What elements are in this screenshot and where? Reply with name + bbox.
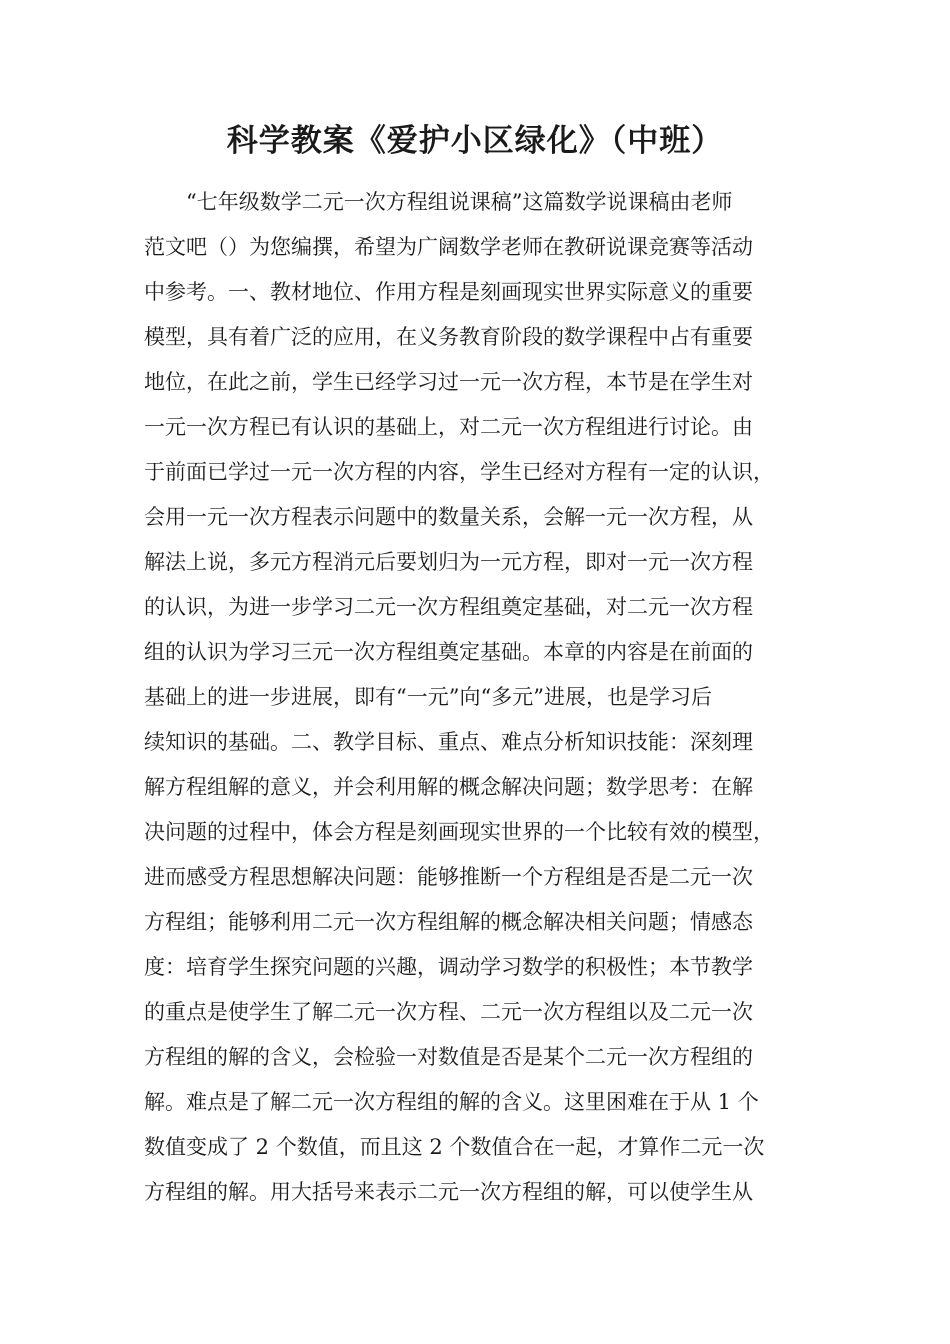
body-line: 方程组；能够利用二元一次方程组解的概念解决相关问题；情感态 [144, 910, 753, 934]
body-line: 方程组的解的含义，会检验一对数值是否是某个二元一次方程组的 [144, 1045, 753, 1069]
body-line: 地位，在此之前，学生已经学习过一元一次方程，本节是在学生对 [144, 370, 753, 394]
body-line: 决问题的过程中，体会方程是刻画现实世界的一个比较有效的模型， [144, 820, 774, 844]
body-line: 解。难点是了解二元一次方程组的解的含义。这里困难在于从 1 个 [144, 1090, 759, 1114]
body-line: 的认识，为进一步学习二元一次方程组奠定基础，对二元一次方程 [144, 595, 753, 619]
document-title: 科学教案《爱护小区绿化》（中班） [226, 123, 724, 159]
body-line: 基础上的进一步进展，即有“一元”向“多元”进展，也是学习后 [144, 685, 712, 709]
body-line: 度：培育学生探究问题的兴趣，调动学习数学的积极性；本节教学 [144, 955, 753, 979]
body-line: 范文吧（）为您编撰，希望为广阔数学老师在教研说课竞赛等活动 [144, 235, 753, 259]
body-line: 方程组的解。用大括号来表示二元一次方程组的解，可以使学生从 [144, 1180, 753, 1204]
body-line: 一元一次方程已有认识的基础上，对二元一次方程组进行讨论。由 [144, 415, 753, 439]
body-line: 于前面已学过一元一次方程的内容，学生已经对方程有一定的认识， [144, 460, 774, 484]
document-body [144, 180, 824, 1215]
body-line: 续知识的基础。二、教学目标、重点、难点分析知识技能：深刻理 [144, 730, 753, 754]
body-line: 的重点是使学生了解二元一次方程、二元一次方程组以及二元一次 [144, 1000, 753, 1024]
body-line: 进而感受方程思想解决问题：能够推断一个方程组是否是二元一次 [144, 865, 753, 889]
body-line: 解方程组解的意义，并会利用解的概念解决问题；数学思考：在解 [144, 775, 753, 799]
body-line: 中参考。一、教材地位、作用方程是刻画现实世界实际意义的重要 [144, 280, 753, 304]
body-line: 数值变成了 2 个数值，而且这 2 个数值合在一起，才算作二元一次 [144, 1135, 765, 1159]
body-line: 会用一元一次方程表示问题中的数量关系，会解一元一次方程，从 [144, 505, 753, 529]
body-line: 模型，具有着广泛的应用，在义务教育阶段的数学课程中占有重要 [144, 325, 753, 349]
body-line: “七年级数学二元一次方程组说课稿”这篇数学说课稿由老师 [186, 190, 733, 214]
body-line: 解法上说，多元方程消元后要划归为一元方程，即对一元一次方程 [144, 550, 753, 574]
body-line: 组的认识为学习三元一次方程组奠定基础。本章的内容是在前面的 [144, 640, 753, 664]
